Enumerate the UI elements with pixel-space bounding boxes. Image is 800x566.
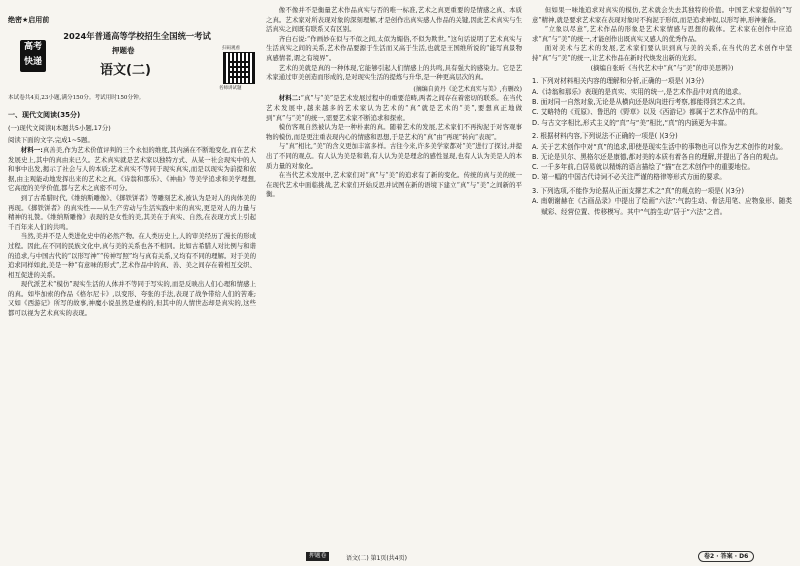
page-number: 语文(二) 第1页(共4页) [346,555,407,562]
column-left [8,6,256,319]
paragraph: 当然,美并不是人类进化史中的必然产物。在人类历史上,人的审美经历了漫长的形成过程。因此,在不同的民族文化中,真与美的关系也各不相同。比如古希腊人对比例与和谐的追求,与中国古代的“以形写神”“传神写照”均与真有关系,又均有不同的理解。对于美的追求同样如此,美是一种“有意味的形式”,艺术作品中的真、善、美之间存在着相互交织、相互促进的关系。 [8,232,256,279]
paragraph: “立象以尽意”,艺术作品的形象是艺术家情感与思想的载体。艺术家在创作中应追求“真”与“美”的统一,才能创作出既真实又感人的优秀作品。 [532,25,792,43]
paragraph: 面对美术与艺术的发展,艺术家们要认识到真与美的关系,在当代的艺术创作中坚持“真”与“美”的统一,让艺术作品在新时代焕发出新的光彩。 [532,44,792,62]
source-citation: (摘编自黄丹《论艺术真实与美》,有删改) [413,85,522,93]
exam-header [8,30,256,92]
page-footer [0,551,800,563]
paragraph: 艺术的美就是真的一种体现,它能够引起人们情感上的共鸣,具有强大的感染力。它是艺术家通过审美创造而形成的,是对现实生活的提炼与升华,是一种更高层次的真。 [266,63,522,82]
subject-title: 语文(二) [100,62,151,78]
instruction: 阅读下面的文字,完成1~5题。 [8,136,94,145]
paragraph: 像不像并不是衡量艺术作品真实与否的唯一标准,艺术之真更重要的是情感之真、本质之真。艺术家对所表现对象的深刻理解,才是创作出真实感人作品的关键,因此艺术真实与生活真实之间既有联系又有区别。 [266,6,522,34]
footer-label: 押题卷 [306,552,329,561]
paragraph: 齐白石说:“作画妙在似与不似之间,太似为媚俗,不似为欺世。”这句话说明了艺术真实与生活真实之间的关系,艺术作品要源于生活而又高于生活,也就是王国维所说的“能写真景物真感情者,谓之有境界”。 [266,34,522,62]
brand-logo: 高考 快递 [20,40,46,72]
paragraph: 现代派艺术“模仿”现实生活的人体并不等同于写实的,而是反映出人们心理和情感上的真。如毕加索的作品《格尔尼卡》,以变形、夸张的手法,表现了战争带给人们的苦难;又如《西游记》所写的故事,神魔小说虽然是虚构的,但其中的人情世态却是真实的,这些都可以视为艺术真实的表现。 [8,280,256,318]
paragraph: 材料二:“真”与“美”是艺术发展过程中的重要范畴,两者之间存在着密切的联系。在当代艺术发展中,越来越多的艺术家认为艺术的“真”就是艺术的“美”,要想真正地做到“真”与“美”的统一,需要艺术家不断追求和探索。 [266,94,522,122]
exam-note: 本试卷共4页,23小题,满分150分。考试用时150分钟。 [8,94,145,101]
column-right [532,6,792,217]
question-3: 3. 下列选项,不能作为论据从正面支撑艺术之“真”的观点的一项是( )(3分) [532,186,744,195]
paragraph: 到了古希腊时代,《维纳斯雕像》、《掷铁饼者》等雕刻艺术,被认为是对人的肉体美的再现。《掷铁饼者》的真实性——从生产劳动与生活实践中来的真实,更是对人的力量与精神的礼赞。《维纳斯雕像》表现的是女性的美,其美在于真实、自然,在表现方式上引起千百年来人们的共鸣。 [8,193,256,231]
paragraph: 材料一:真善美,作为艺术价值评判的三个永恒的维度,其内涵在不断地变化,而在艺术发展史上,其中的真由来已久。艺术真实就是艺术家以独特方式、从某一社会现实中的人和事中出发,揭示了社会与人的本质;艺术真实不等同于现实真实,而是以现实为前提和依据,由主观能动地发挥出来的艺术之真。《诗翁和那乐》、《神曲》等美学追求和美学理想,它高度的美学价值,都与艺术之真密不可分。 [8,145,257,193]
exam-title: 2024年普通高等学校招生全国统一考试 [63,30,211,41]
qr-caption: 名师讲试题 [219,85,242,91]
qr-top-label: 扫码观看 [222,45,240,51]
option-3a: A. 南朝谢赫在《古画品录》中提出了绘画“六法”:气韵生动、骨法用笔、应物象形、随类赋彩、经营位置、传移模写。其中“气韵生动”居于“六法”之首。 [532,197,792,216]
option-2a: A. 关于艺术创作中对“真”的追求,即使是现实生活中的事物也可以作为艺术创作的对象。 [532,142,787,151]
answer-code: 卷2 · 答案 · D6 [698,551,754,562]
material-label: 材料一: [20,145,43,154]
section-heading: 一、现代文阅读(35分) [8,111,81,120]
option-1a: A.《诗翁和那乐》表现的是真实、实用的统一,是艺术作品中对真的追求。 [532,87,745,96]
option-2d: D. 第一幅的中国古代诗词不必关注严谨的格律等形式方面的要求。 [532,173,726,182]
question-2: 2. 根据材料内容,下列说法不正确的一项是( )(3分) [532,131,678,140]
secret-label: 绝密★启用前 [8,16,50,24]
paper-type: 押题卷 [112,45,135,55]
material-label: 材料二: [278,94,301,103]
option-2b: B. 无论是贝尔、黑格尔还是康德,都对美的本质有着各自的理解,并提出了各自的观点。 [532,152,783,161]
paragraph: 与“真”相比,“美”的含义更加丰富多样。古往今来,许多美学家都对“美”进行了探讨,并提出了不同的观点。有人认为美是和谐,有人认为美是理念的感性显现,也有人认为美是人的本质力量的对象化。 [266,142,522,170]
qr-code[interactable] [223,52,255,84]
option-1d: D. 与古文字相比,形式主义的“真”与“美”相比,“真”的内涵更为丰富。 [532,118,731,127]
question-1: 1. 下列对材料相关内容的理解和分析,正确的一项是( )(3分) [532,77,705,86]
column-middle [266,6,522,200]
subsection-heading: (一)现代文阅读Ⅰ(本题共5小题,17分) [8,123,111,132]
option-2c: C. 一千多年前,白居易就以精炼的语言描绘了“描”在艺术创作中的重要地位。 [532,163,755,172]
paragraph: 在当代艺术发展中,艺术家们对“真”与“美”的追求有了新的变化。传统的真与美的统一在现代艺术中面临挑战,艺术家们开始反思并试图在新的语境下建立“真”与“美”之间新的平衡。 [266,171,522,199]
option-1c: C. 艾略特的《荒原》、鲁迅的《野草》以及《西游记》都属于艺术作品中的真。 [532,108,762,117]
source-citation: (摘编自张昕《当代艺术中“真”与“美”的审美思辨》) [590,63,734,72]
paragraph: 模仿客观自然被认为是一种朴素的真。随着艺术的发展,艺术家们不再拘泥于对客观事物的模仿,而是更注重表现内心的情感和思想,于是艺术的“真”由“再现”转向“表现”。 [266,123,522,141]
option-1b: B. 面对同一自然对象,无论是从横向还是纵向进行考察,都能得到艺术之真。 [532,98,750,107]
paragraph: 但如果一味地追求对真实的模仿,艺术就会失去其独特的价值。中国艺术家提倡的“写意”精神,就是要求艺术家在表现对象时不拘泥于形似,而是追求神似,以形写神,形神兼备。 [532,6,792,24]
